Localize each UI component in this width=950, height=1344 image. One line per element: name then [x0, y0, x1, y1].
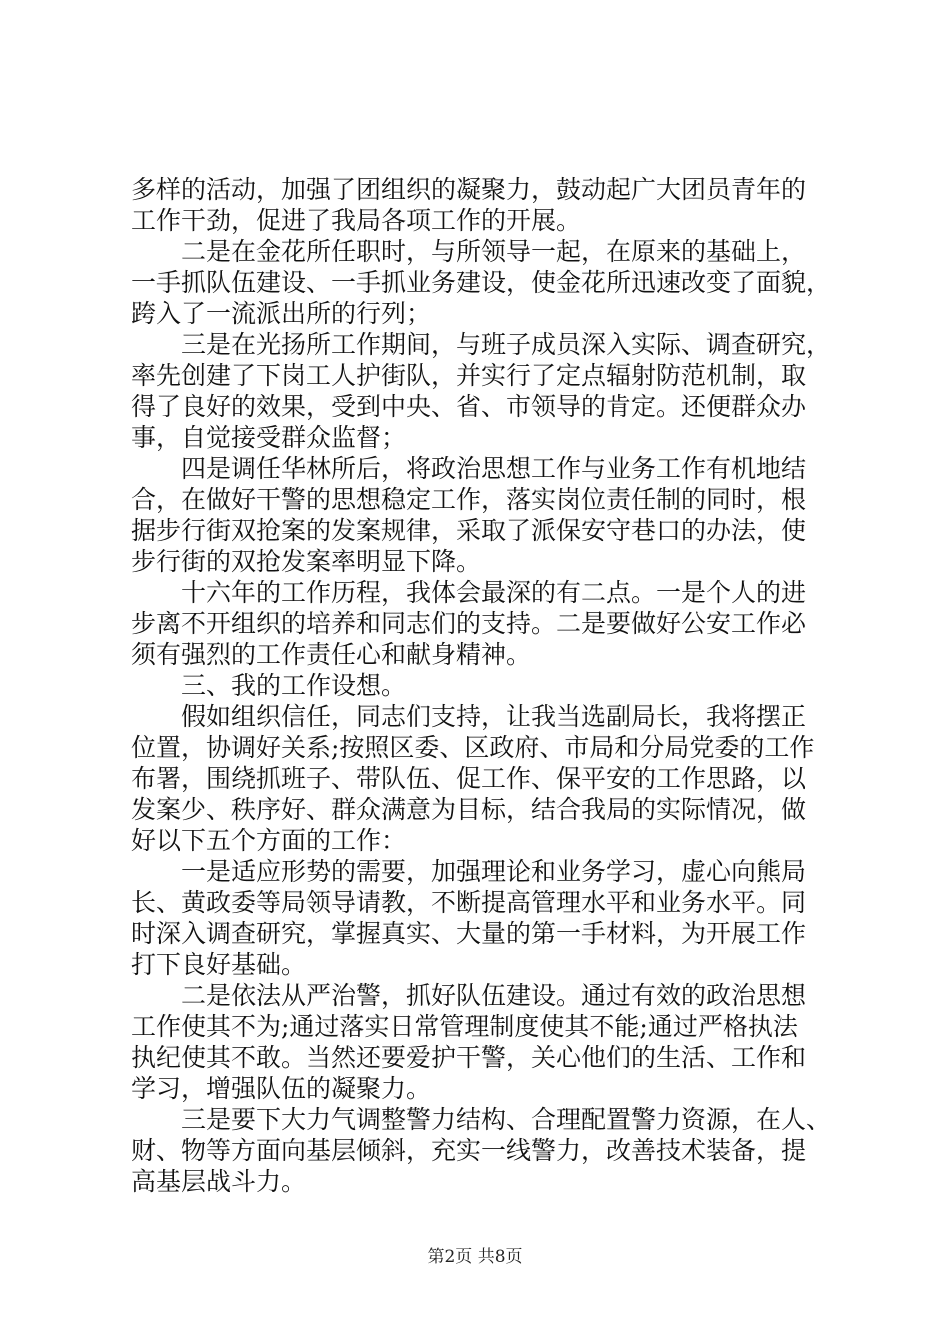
text-line: 多样的活动，加强了团组织的凝聚力，鼓动起广大团员青年的 — [131, 175, 807, 204]
text-line: 据步行街双抢案的发案规律，采取了派保安守巷口的办法，使 — [131, 516, 807, 545]
paragraph — [131, 577, 831, 670]
text-line: 三是要下大力气调整警力结构、合理配置警力资源，在人、 — [181, 1105, 832, 1134]
text-line: 三、我的工作设想。 — [181, 671, 407, 700]
text-line: 事，自觉接受群众监督； — [131, 423, 407, 452]
document-body — [131, 174, 831, 1197]
text-line: 财、物等方面向基层倾斜，充实一线警力，改善技术装备，提 — [131, 1136, 807, 1165]
paragraph — [131, 856, 831, 980]
text-line: 一手抓队伍建设、一手抓业务建设，使金花所迅速改变了面貌， — [131, 268, 832, 297]
text-line: 一是适应形势的需要，加强理论和业务学习，虚心向熊局 — [181, 857, 807, 886]
paragraph — [131, 1104, 831, 1197]
text-line: 高基层战斗力。 — [131, 1167, 307, 1196]
paragraph — [131, 329, 831, 453]
text-line: 须有强烈的工作责任心和献身精神。 — [131, 640, 532, 669]
text-line: 时深入调查研究，掌握真实、大量的第一手材料，为开展工作 — [131, 919, 807, 948]
paragraph — [131, 453, 831, 577]
text-line: 执纪使其不敢。当然还要爱护干警，关心他们的生活、工作和 — [131, 1043, 807, 1072]
page-footer: 第2页 共8页 — [427, 1247, 523, 1267]
text-line: 发案少、秩序好、群众满意为目标，结合我局的实际情况，做 — [131, 795, 807, 824]
text-line: 打下良好基础。 — [131, 950, 307, 979]
text-line: 假如组织信任，同志们支持，让我当选副局长，我将摆正 — [181, 702, 807, 731]
text-line: 合，在做好干警的思想稳定工作，落实岗位责任制的同时，根 — [131, 485, 807, 514]
paragraph — [131, 174, 831, 236]
text-line: 布署，围绕抓班子、带队伍、促工作、保平安的工作思路，以 — [131, 764, 807, 793]
text-line: 步离不开组织的培养和同志们的支持。二是要做好公安工作必 — [131, 609, 807, 638]
text-line: 步行街的双抢发案率明显下降。 — [131, 547, 482, 576]
text-line: 工作使其不为;通过落实日常管理制度使其不能;通过严格执法 — [131, 1012, 798, 1041]
text-line: 二是依法从严治警，抓好队伍建设。通过有效的政治思想 — [181, 981, 807, 1010]
paragraph — [131, 701, 831, 856]
text-line: 三是在光扬所工作期间，与班子成员深入实际、调查研究， — [181, 330, 832, 359]
paragraph — [131, 670, 831, 701]
text-line: 好以下五个方面的工作： — [131, 826, 407, 855]
text-line: 率先创建了下岗工人护街队，并实行了定点辐射防范机制，取 — [131, 361, 807, 390]
paragraph — [131, 236, 831, 329]
text-line: 跨入了一流派出所的行列； — [131, 299, 432, 328]
text-line: 长、黄政委等局领导请教，不断提高管理水平和业务水平。同 — [131, 888, 807, 917]
text-line: 二是在金花所任职时，与所领导一起，在原来的基础上， — [181, 237, 807, 266]
text-line: 十六年的工作历程，我体会最深的有二点。一是个人的进 — [181, 578, 807, 607]
paragraph — [131, 980, 831, 1104]
text-line: 位置，协调好关系;按照区委、区政府、市局和分局党委的工作 — [131, 733, 815, 762]
text-line: 工作干劲，促进了我局各项工作的开展。 — [131, 206, 582, 235]
text-line: 学习，增强队伍的凝聚力。 — [131, 1074, 432, 1103]
text-line: 得了良好的效果，受到中央、省、市领导的肯定。还便群众办 — [131, 392, 807, 421]
text-line: 四是调任华林所后，将政治思想工作与业务工作有机地结 — [181, 454, 807, 483]
